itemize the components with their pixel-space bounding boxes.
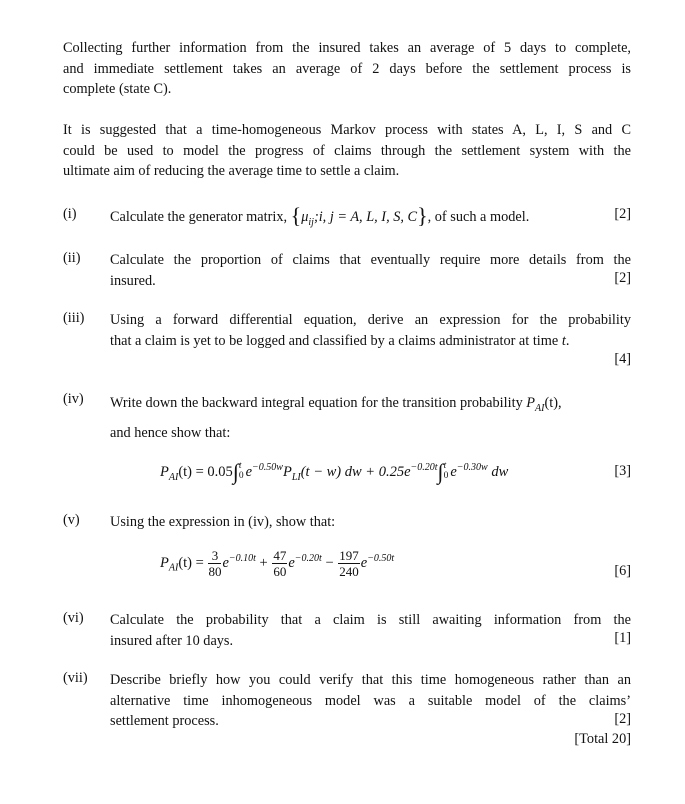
probability-expression: $P_{AI}(t)$ = $\frac{3}{80}$ $e^{-0.10t}$ + $\frac{47}{60}$ $e^{-0.20t}$ − $\frac{197}{240}$ $e^{-0.50t}$ <box>160 548 395 579</box>
question-number: (i) <box>63 206 77 222</box>
integral-equation: $P_{AI}(t) = 0.05\int t$ 0 $e^{-0.50w}P_{LI}(t - w)$ dw + $0.25e^{-0.20t}\int t$ 0 $e^{-0.30w}$ dw <box>160 459 509 484</box>
question-text: Using a forward differential equation, derive an expression for the probability that a claim is yet to be logged and classified by a claims administrator at time t. <box>110 312 631 349</box>
question-number: (v) <box>63 512 80 528</box>
question-number: (iv) <box>63 391 84 407</box>
fraction-3-80: $\frac{3}{80}$ <box>208 548 222 579</box>
total-marks: [Total 20] <box>574 731 631 747</box>
question-number: (vii) <box>63 670 88 686</box>
marks: [4] <box>614 351 631 367</box>
marks: [6] <box>614 563 631 579</box>
marks: [2] <box>614 711 631 727</box>
intro-paragraph-1: Collecting further information from the insured takes an average of 5 days to complete, and immediate settlement takes an average of 2 days before the settlement process is complete (state C). <box>63 40 631 97</box>
marks: [3] <box>614 463 631 479</box>
question-text: Calculate the proportion of claims that eventually require more details from the insured. <box>110 252 631 289</box>
question-text: Using the expression in (iv), show that: <box>110 514 336 530</box>
question-text: Calculate the probability that a claim is still awaiting information from the insured after 10 days. <box>110 612 631 649</box>
fraction-47-60: $\frac{47}{60}$ <box>273 548 287 579</box>
marks: [2] <box>614 206 631 222</box>
question-number: (ii) <box>63 250 81 266</box>
question-number: (vi) <box>63 610 84 626</box>
intro-paragraph-2: It is suggested that a time-homogeneous Markov process with states A, L, I, S and C could be used to model the progress of claims through the settlement system with the ultimate aim of reducing the average time to settle a claim. <box>63 122 631 179</box>
marks: [2] <box>614 270 631 286</box>
fraction-197-240: $\frac{197}{240}$ <box>339 548 359 579</box>
question-text: Calculate the generator matrix, {$\mu_{ij};i$, j = A, L, I, S, C}, of such a model. <box>110 203 530 228</box>
question-number: (iii) <box>63 310 85 326</box>
question-text: Write down the backward integral equation for the transition probability $P_{AI}(t)$, and hence show that: <box>110 395 562 441</box>
question-text: Describe briefly how you could verify that this time homogeneous rather than an alternative time inhomogeneous model was a suitable model of the claims’ settlement process. <box>110 672 631 729</box>
marks: [1] <box>614 630 631 646</box>
